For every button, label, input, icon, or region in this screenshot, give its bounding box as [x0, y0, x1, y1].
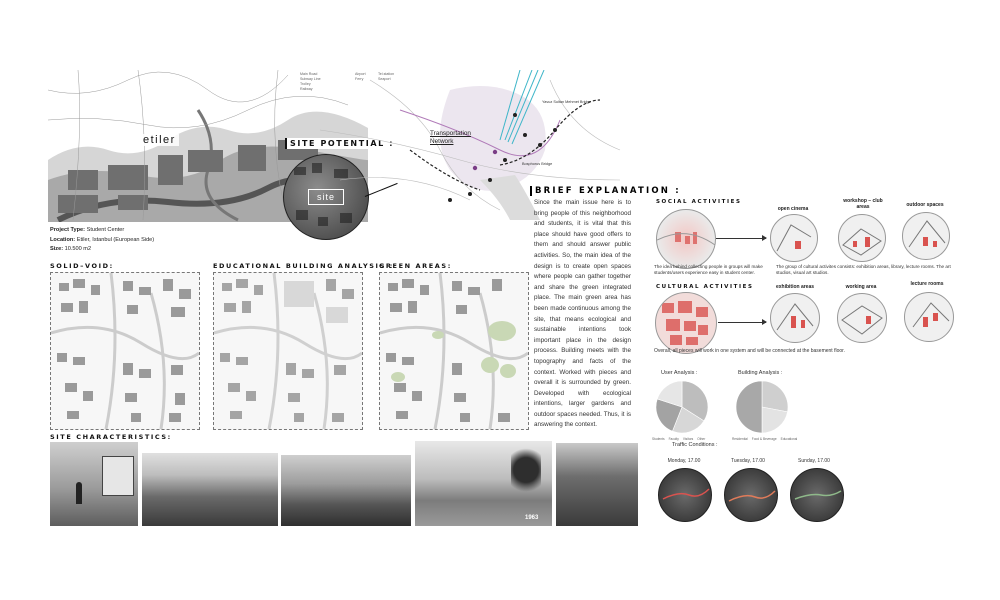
exhibition-sketch: [771, 294, 819, 342]
project-size-value: 10.500 m2: [64, 246, 92, 252]
green-areas-plan: [380, 273, 528, 429]
traffic-monday-map: [658, 468, 712, 522]
legend-item: Railway: [300, 87, 313, 91]
traffic-sunday-route: [791, 469, 843, 521]
building-pie-slice: [736, 381, 762, 433]
outdoor-spaces-sketch: [903, 213, 949, 259]
legend-item: Subway Line: [300, 77, 321, 81]
social-arrow: [716, 238, 766, 239]
site-photo-road: [415, 441, 552, 526]
solid-void-title: SOLID–VOID:: [50, 262, 114, 270]
user-legend-item: Students: [652, 437, 665, 441]
green-areas-panel: [379, 272, 529, 430]
user-legend-item: Visitors: [682, 437, 694, 441]
building-legend-item: Educational: [780, 437, 798, 441]
site-photo-hills: [142, 453, 278, 526]
lecture-rooms-label: lecture rooms: [910, 281, 944, 287]
workshop-label: workshop – club areas: [843, 198, 883, 210]
user-analysis-title: User Analysis :: [661, 370, 698, 376]
project-type-value: Student Center: [86, 227, 125, 233]
lecture-rooms-circle: [904, 292, 954, 342]
site-potential-title: SITE POTENTIAL :: [285, 138, 397, 149]
lecture-rooms-sketch: [905, 293, 953, 341]
tree-shape: [511, 443, 541, 497]
open-cinema-sketch: [771, 215, 817, 261]
traffic-tuesday-map: [724, 468, 778, 522]
social-arrow-head: [762, 235, 767, 241]
solid-void-panel: [50, 272, 200, 430]
traffic-monday-route: [659, 469, 711, 521]
cultural-arrow-head: [762, 319, 767, 325]
project-info: [50, 226, 210, 255]
outdoor-spaces-circle: [902, 212, 950, 260]
open-cinema-label: open cinema: [777, 206, 809, 212]
building-pie-slice: [762, 407, 788, 433]
cultural-arrow: [718, 322, 766, 323]
user-legend-item: Other: [697, 437, 706, 441]
exhibition-areas-label: exhibition areas: [775, 284, 815, 290]
working-area-circle: [837, 293, 887, 343]
project-location-value: Etiler, Istanbul (European Side): [76, 236, 155, 243]
photo-year-label: 1963: [525, 515, 539, 521]
user-legend-item: Faculty: [668, 437, 679, 441]
educational-panel: [213, 272, 363, 430]
social-note-left: The idea behind collecting people in groups will make students/users experience easy in student center.: [654, 264, 763, 275]
legend-item: Trolley: [300, 82, 311, 86]
cultural-main-circle: [655, 292, 717, 354]
working-area-sketch: [838, 294, 886, 342]
user-analysis-pie: [654, 379, 710, 435]
etiler-label: etiler: [140, 134, 179, 146]
social-plan-sketch: [657, 210, 715, 268]
traffic-monday-label: Monday, 17.00: [667, 458, 701, 464]
educational-title: EDUCATIONAL BUILDING ANALYSIS :: [213, 262, 394, 270]
workshop-sketch: [839, 215, 885, 261]
educational-plan: [214, 273, 362, 429]
legend-item: Airport: [355, 72, 366, 76]
brief-title: BRIEF EXPLANATION :: [530, 186, 684, 196]
green-areas-title: GREEN AREAS:: [379, 262, 452, 270]
project-location-label: Location:: [50, 236, 76, 243]
traffic-tuesday-label: Tuesday, 17.00: [731, 458, 765, 464]
legend-item: Seaport: [378, 77, 391, 81]
working-area-label: working area: [845, 284, 877, 290]
site-characteristics-title: SITE CHARACTERISTICS:: [50, 433, 172, 441]
bridge-label-south: Bosphorus Bridge: [522, 162, 553, 166]
exhibition-areas-circle: [770, 293, 820, 343]
bus-shape: [102, 456, 134, 496]
traffic-sunday-map: [790, 468, 844, 522]
person-shape: [76, 482, 82, 504]
project-location-row: [50, 236, 210, 246]
building-legend-item: Food & Beverage: [751, 437, 777, 441]
building-pie-slice: [762, 381, 788, 412]
cultural-overall-note: Overall, all pieces will work in one system and will be connected at the basement floor.: [654, 348, 845, 354]
building-analysis-title: Building Analysis :: [738, 370, 783, 376]
brief-text: Since the main issue here is to bring people of this neighborhood and students, it is vital that this place should have good offers to them and should answer public activities. So, the main idea of the design is to create open spaces where people can gather together and share the green integrated place. The main green area has been made continuous among the site, that means ecological and sustainable intentions took important place in the design process. Building meets with the topography and facts of the context. Worked with pieces and overall it is surrounded by green. Developed with ecological intentions, larger gardens and outdoor spaces needed. Thus, it is answering the context.: [534, 199, 631, 429]
cultural-plan-sketch: [656, 293, 716, 353]
social-title: SOCIAL ACTIVITIES: [656, 199, 742, 205]
traffic-tuesday-route: [725, 469, 777, 521]
social-note-right: The group of cultural activites consists: exhibition areas, library, lecture rooms. The art studios, visual art studios.: [776, 264, 951, 275]
building-legend-item: Residential: [732, 437, 748, 441]
solid-void-plan: [51, 273, 199, 429]
cultural-title: CULTURAL ACTIVITIES: [656, 284, 754, 290]
transport-legend-3: [378, 72, 438, 82]
site-photo-town: [281, 455, 411, 526]
site-photo-street: [50, 442, 138, 526]
open-cinema-circle: [770, 214, 818, 262]
project-type-label: Project Type:: [50, 227, 86, 233]
social-main-circle: [656, 209, 716, 269]
building-analysis-pie: [734, 379, 790, 435]
transport-label: Transportation Network: [430, 130, 471, 145]
project-size-row: [50, 245, 210, 255]
project-size-label: Size:: [50, 246, 64, 252]
site-photo-aerial: [556, 443, 638, 526]
legend-item: Tel.station: [378, 72, 395, 76]
bridge-label-north: Yavuz Sultan Mehmet Bridge: [542, 100, 591, 104]
user-legend: [652, 437, 705, 441]
outdoor-spaces-label: outdoor spaces: [906, 202, 944, 208]
site-label: site: [308, 189, 344, 205]
traffic-title: Traffic Conditions :: [672, 442, 718, 448]
workshop-circle: [838, 214, 886, 262]
legend-item: Main Road: [300, 72, 318, 76]
traffic-sunday-label: Sunday, 17.00: [798, 458, 830, 464]
project-type-row: [50, 226, 210, 236]
legend-item: Ferry: [355, 77, 364, 81]
building-legend: [732, 437, 797, 441]
